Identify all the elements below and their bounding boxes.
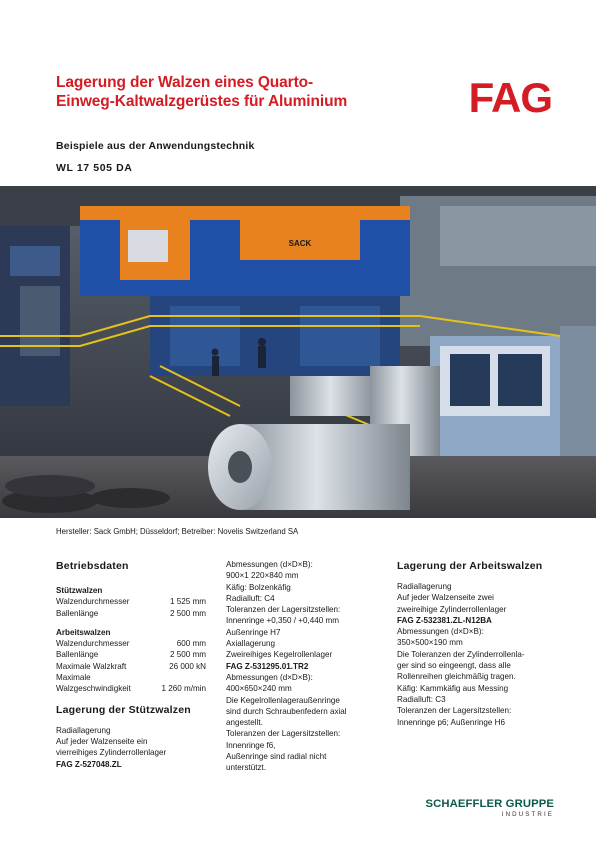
- text-line: Außenringe H7: [226, 627, 281, 637]
- bearing-designation: FAG Z-531295.01.TR2: [226, 661, 309, 671]
- photo-caption: Hersteller: Sack GmbH; Düsseldorf; Betreiber: Novelis Switzerland SA: [56, 527, 299, 536]
- machine-label: SACK: [288, 239, 312, 248]
- text-line: Radiallagerung: [397, 582, 452, 591]
- text-line: Auf jeder Walzenseite ein: [56, 736, 148, 746]
- text-line: Innenringe +0,350 / +0,440 mm: [226, 616, 339, 626]
- text-line: Radialluft: C3: [397, 694, 446, 704]
- text-line: Innenringe p6; Außenringe H6: [397, 717, 505, 727]
- column-operating-data: [56, 559, 216, 770]
- text-line: Radiallagerung: [56, 725, 111, 735]
- bearing-designation: FAG Z-532381.ZL-N12BA: [397, 615, 492, 625]
- bearing-designation: FAG Z-527048.ZL: [56, 759, 122, 769]
- row-value: 1 260 m/min: [161, 684, 206, 694]
- column-work-roll-bearings: [397, 559, 557, 728]
- text-line: unterstützt.: [226, 763, 267, 773]
- text-line: sind durch Schraubenfedern axial: [226, 706, 347, 716]
- data-row: [56, 638, 216, 649]
- subheading-arbeitswalzen: Arbeitswalzen: [56, 627, 111, 637]
- text-line: Radialluft: C4: [226, 593, 275, 603]
- schaeffler-brand: SCHAEFFLER GRUPPE: [425, 798, 554, 810]
- row-value: 26 000 kN: [169, 661, 206, 671]
- data-row: [56, 649, 216, 660]
- text-line: Käfig: Kammkäfig aus Messing: [397, 683, 509, 693]
- column-backup-bearing-details: [226, 559, 378, 774]
- text-line: Rollenreihen gleichmäßig tragen.: [397, 672, 516, 682]
- text-line: 400×650×240 mm: [226, 684, 292, 694]
- row-label: Ballenlänge: [56, 608, 99, 618]
- text-line: Auf jeder Walzenseite zwei: [397, 593, 494, 603]
- text-line: Außenringe sind radial nicht: [226, 752, 327, 762]
- text-line: Die Kegelrollenlageraußenringe: [226, 695, 340, 705]
- row-label: Ballenlänge: [56, 650, 99, 660]
- text-line: ger sind so eingeengt, dass alle: [397, 661, 511, 671]
- text-line: Die Toleranzen der Zylinderrollenla-: [397, 649, 525, 659]
- text-line: 900×1 220×840 mm: [226, 571, 299, 581]
- row-label: Maximale Walzkraft: [56, 661, 127, 671]
- row-label: Maximale: [56, 673, 91, 683]
- text-line: 350×500×190 mm: [397, 638, 463, 648]
- text-line: Toleranzen der Lagersitzstellen:: [397, 706, 512, 716]
- text-line: Innenringe f6,: [226, 740, 276, 750]
- text-line: Käfig: Bolzenkäfig: [226, 582, 291, 592]
- heading-lagerung-arbeitswalzen: Lagerung der Arbeitswalzen: [397, 560, 543, 572]
- data-row: [56, 672, 216, 683]
- heading-betriebsdaten: Betriebsdaten: [56, 560, 129, 572]
- title-line-2: Einweg-Kaltwalzgerüstes für Aluminium: [56, 93, 348, 110]
- text-line: Zweireihiges Kegelrollenlager: [226, 650, 333, 660]
- subheading-stuetzwalzen: Stützwalzen: [56, 586, 103, 595]
- heading-lagerung-stuetzwalzen: Lagerung der Stützwalzen: [56, 703, 191, 716]
- row-value: 1 525 mm: [170, 597, 206, 607]
- text-line: angestellt.: [226, 718, 263, 728]
- text-line: Toleranzen der Lagersitzstellen:: [226, 605, 341, 615]
- schaeffler-division: INDUSTRIE: [501, 811, 554, 818]
- row-label: Walzendurchmesser: [56, 639, 130, 649]
- subtitle: Beispiele aus der Anwendungstechnik: [56, 140, 255, 152]
- text-line: Abmessungen (d×D×B):: [226, 560, 313, 569]
- document-number: WL 17 505 DA: [56, 162, 133, 174]
- data-row: [56, 596, 216, 607]
- title-line-1: Lagerung der Walzen eines Quarto-: [56, 74, 314, 91]
- row-value: 2 500 mm: [170, 650, 206, 660]
- data-row: [56, 608, 216, 619]
- page-title: [56, 73, 416, 111]
- row-value: 2 500 mm: [170, 608, 206, 618]
- row-label: Walzendurchmesser: [56, 597, 130, 607]
- row-label: Walzgeschwindigkeit: [56, 684, 131, 694]
- text-line: vierreihiges Zylinderrollenlager: [56, 748, 167, 758]
- schaeffler-logo: [418, 798, 554, 818]
- text-line: Toleranzen der Lagersitzstellen:: [226, 729, 341, 739]
- rolling-mill-photo: [0, 186, 596, 518]
- fag-logo: [452, 76, 552, 116]
- data-row: [56, 661, 216, 672]
- row-value: 600 mm: [176, 639, 206, 649]
- text-line: Abmessungen (d×D×B):: [226, 672, 313, 682]
- text-line: zweireihige Zylinderrollenlager: [397, 604, 507, 614]
- fag-logo-text: FAG: [468, 76, 552, 116]
- text-line: Axiallagerung: [226, 639, 276, 649]
- row-value: [156, 672, 206, 683]
- text-line: Abmessungen (d×D×B):: [397, 627, 484, 637]
- data-row: [56, 683, 216, 694]
